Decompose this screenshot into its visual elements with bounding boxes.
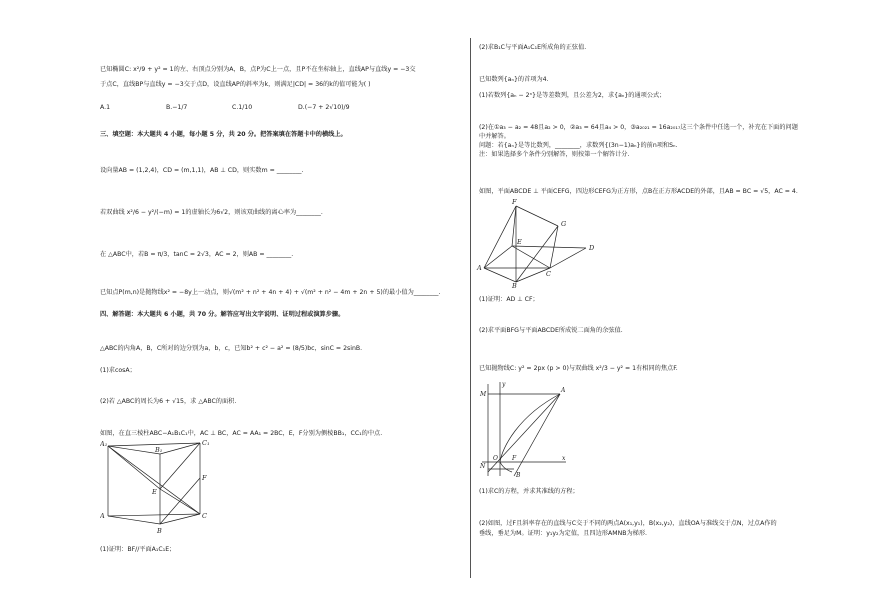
question-prism-part1: (1)证明：BF//平面A₁C₁E； xyxy=(100,546,176,553)
column-divider xyxy=(470,38,471,578)
conic-graph xyxy=(478,378,568,478)
label-f: F xyxy=(512,198,517,206)
question-conic-part2: (2)如图，过F且斜率存在的直线与C交于不同的两点A(x₁,y₁)，B(x₂,y₂)，直线OA与准线交于点N，过点A作的 xyxy=(479,520,777,527)
question-conic-part2-cont: 垂线，垂足为M。证明：y₁y₂为定值，且四边形AMNB为梯形. xyxy=(479,530,647,537)
label-e: E xyxy=(517,238,522,246)
label-y: y xyxy=(502,381,506,388)
label-x: x xyxy=(562,455,566,462)
label-a: A xyxy=(477,264,482,272)
label-g: G xyxy=(561,220,567,228)
label-b: B xyxy=(512,282,517,288)
question-sequence-part2: (2)在①a₃ − a₂ = 48且a₂ > 0，②a₃ = 64且a₄ > 0，③a₂₀₂₁ = 16a₂₀₁₇这三个条件中任选一个，补充在下面的问题 xyxy=(479,124,798,131)
question-abc: △ABC的内角A，B，C所对的边分别为a，b，c，已知b² + c² − a² = (8/5)bc，sinC = 2sinB. xyxy=(100,345,363,352)
question-sequence-note: 注：如果选择多个条件分别解答，则按第一个解答计分. xyxy=(479,151,630,158)
option-c: C.1/10 xyxy=(232,104,253,111)
label-a1: A₁ xyxy=(100,440,108,448)
question-hyperbola: 若双曲线 x²/6 − y²/(−m) = 1的虚轴长为6√2，则该双曲线的离心率为________. xyxy=(100,209,323,216)
question-solid: 如图，平面ABCDE ⊥ 平面CEFG，四边形CEFG为正方形，点B在正方形ACDE的外部，且AB = BC = √5，AC = 4. xyxy=(479,188,798,195)
label-c: C xyxy=(546,270,551,278)
question-sequence: 已知数列{aₙ}的首项为4. xyxy=(479,76,549,83)
option-b: B.−1/7 xyxy=(166,104,188,111)
label-o: O xyxy=(493,455,498,462)
question-conic-part1: (1)求C的方程，并求其准线的方程； xyxy=(479,488,579,495)
question-solid-part1: (1)证明：AD ⊥ CF； xyxy=(479,296,539,303)
question-sequence-part1: (1)若数列{aₙ − 2ⁿ}是等差数列，且公差为2，求{aₙ}的通项公式； xyxy=(479,92,666,99)
option-a: A.1 xyxy=(100,104,111,111)
label-n: N xyxy=(480,463,486,470)
label-e: E xyxy=(152,488,157,496)
question-sequence-problem: 问题：若{aₙ}是等比数列，________，求数列{(3n−1)aₙ}的前n项和Sₙ. xyxy=(479,142,678,149)
label-b: B xyxy=(157,527,162,535)
label-f: F xyxy=(512,455,517,462)
prism-figure xyxy=(100,436,210,536)
label-c1: C₁ xyxy=(202,439,210,447)
question-parabola: 已知点P(m,n)是抛物线x² = −8y上一动点，则√(m² + n² + 4n + 4) + √(m² + n² − 4m + 2n + 5)的最小值为________. xyxy=(100,289,441,296)
label-b: B xyxy=(516,472,521,478)
question-ellipse-cont: 于点C，直线BP与直线y = −3交于点D，设直线AP的斜率为k，则满足|CD| = 36的k的值可能为( ) xyxy=(100,81,371,88)
label-f: F xyxy=(202,474,207,482)
label-a: A xyxy=(561,387,566,394)
question-abc-part2: (2)若 △ABC的周长为6 + √15，求 △ABC的面积. xyxy=(100,398,237,405)
solid-figure xyxy=(476,196,606,288)
question-abc-part1: (1)求cosA； xyxy=(100,367,136,374)
question-conic: 已知抛物线C: y² = 2px (p > 0)与双曲线 x²/3 − y² = 1有相同的焦点F. xyxy=(479,365,678,372)
label-b1: B₁ xyxy=(155,446,163,454)
section-fill-in: 三、填空题：本大题共 4 小题，每小题 5 分，共 20 分。把答案填在答题卡中的横线上。 xyxy=(100,131,347,138)
label-a: A xyxy=(100,512,105,520)
label-c: C xyxy=(202,512,207,520)
question-solid-part2: (2)求平面BFG与平面ABCDE所成锐二面角的余弦值. xyxy=(479,327,623,334)
option-d: D.(−7 + 2√10)/9 xyxy=(298,104,350,111)
question-sequence-part2-cont: 中并解答。 xyxy=(479,133,510,140)
question-prism: 如图，在直三棱柱ABC−A₁B₁C₁中，AC ⊥ BC，AC = AA₁ = 2BC，E，F分别为侧棱BB₁，CC₁的中点. xyxy=(100,430,383,437)
section-solutions: 四、解答题：本大题共 6 小题，共 70 分。解答应写出文字说明、证明过程或演算步骤。 xyxy=(100,311,345,318)
label-m: M xyxy=(480,391,487,398)
question-ellipse: 已知椭圆C: x²/9 + y² = 1的左、右顶点分别为A，B，点P为C上一点，且P不在坐标轴上，直线AP与直线y = −3交 xyxy=(100,66,416,73)
question-prism-part2: (2)求B₁C与平面A₁C₁E所成角的正弦值. xyxy=(479,44,587,51)
label-d: D xyxy=(589,244,595,252)
question-vector: 设向量AB = (1,2,4)，CD = (m,1,1)，AB ⊥ CD，则实数m = ________. xyxy=(100,167,304,174)
question-triangle: 在 △ABC中，若B = π/3，tanC = 2√3，AC = 2，则AB = ________. xyxy=(100,251,294,258)
